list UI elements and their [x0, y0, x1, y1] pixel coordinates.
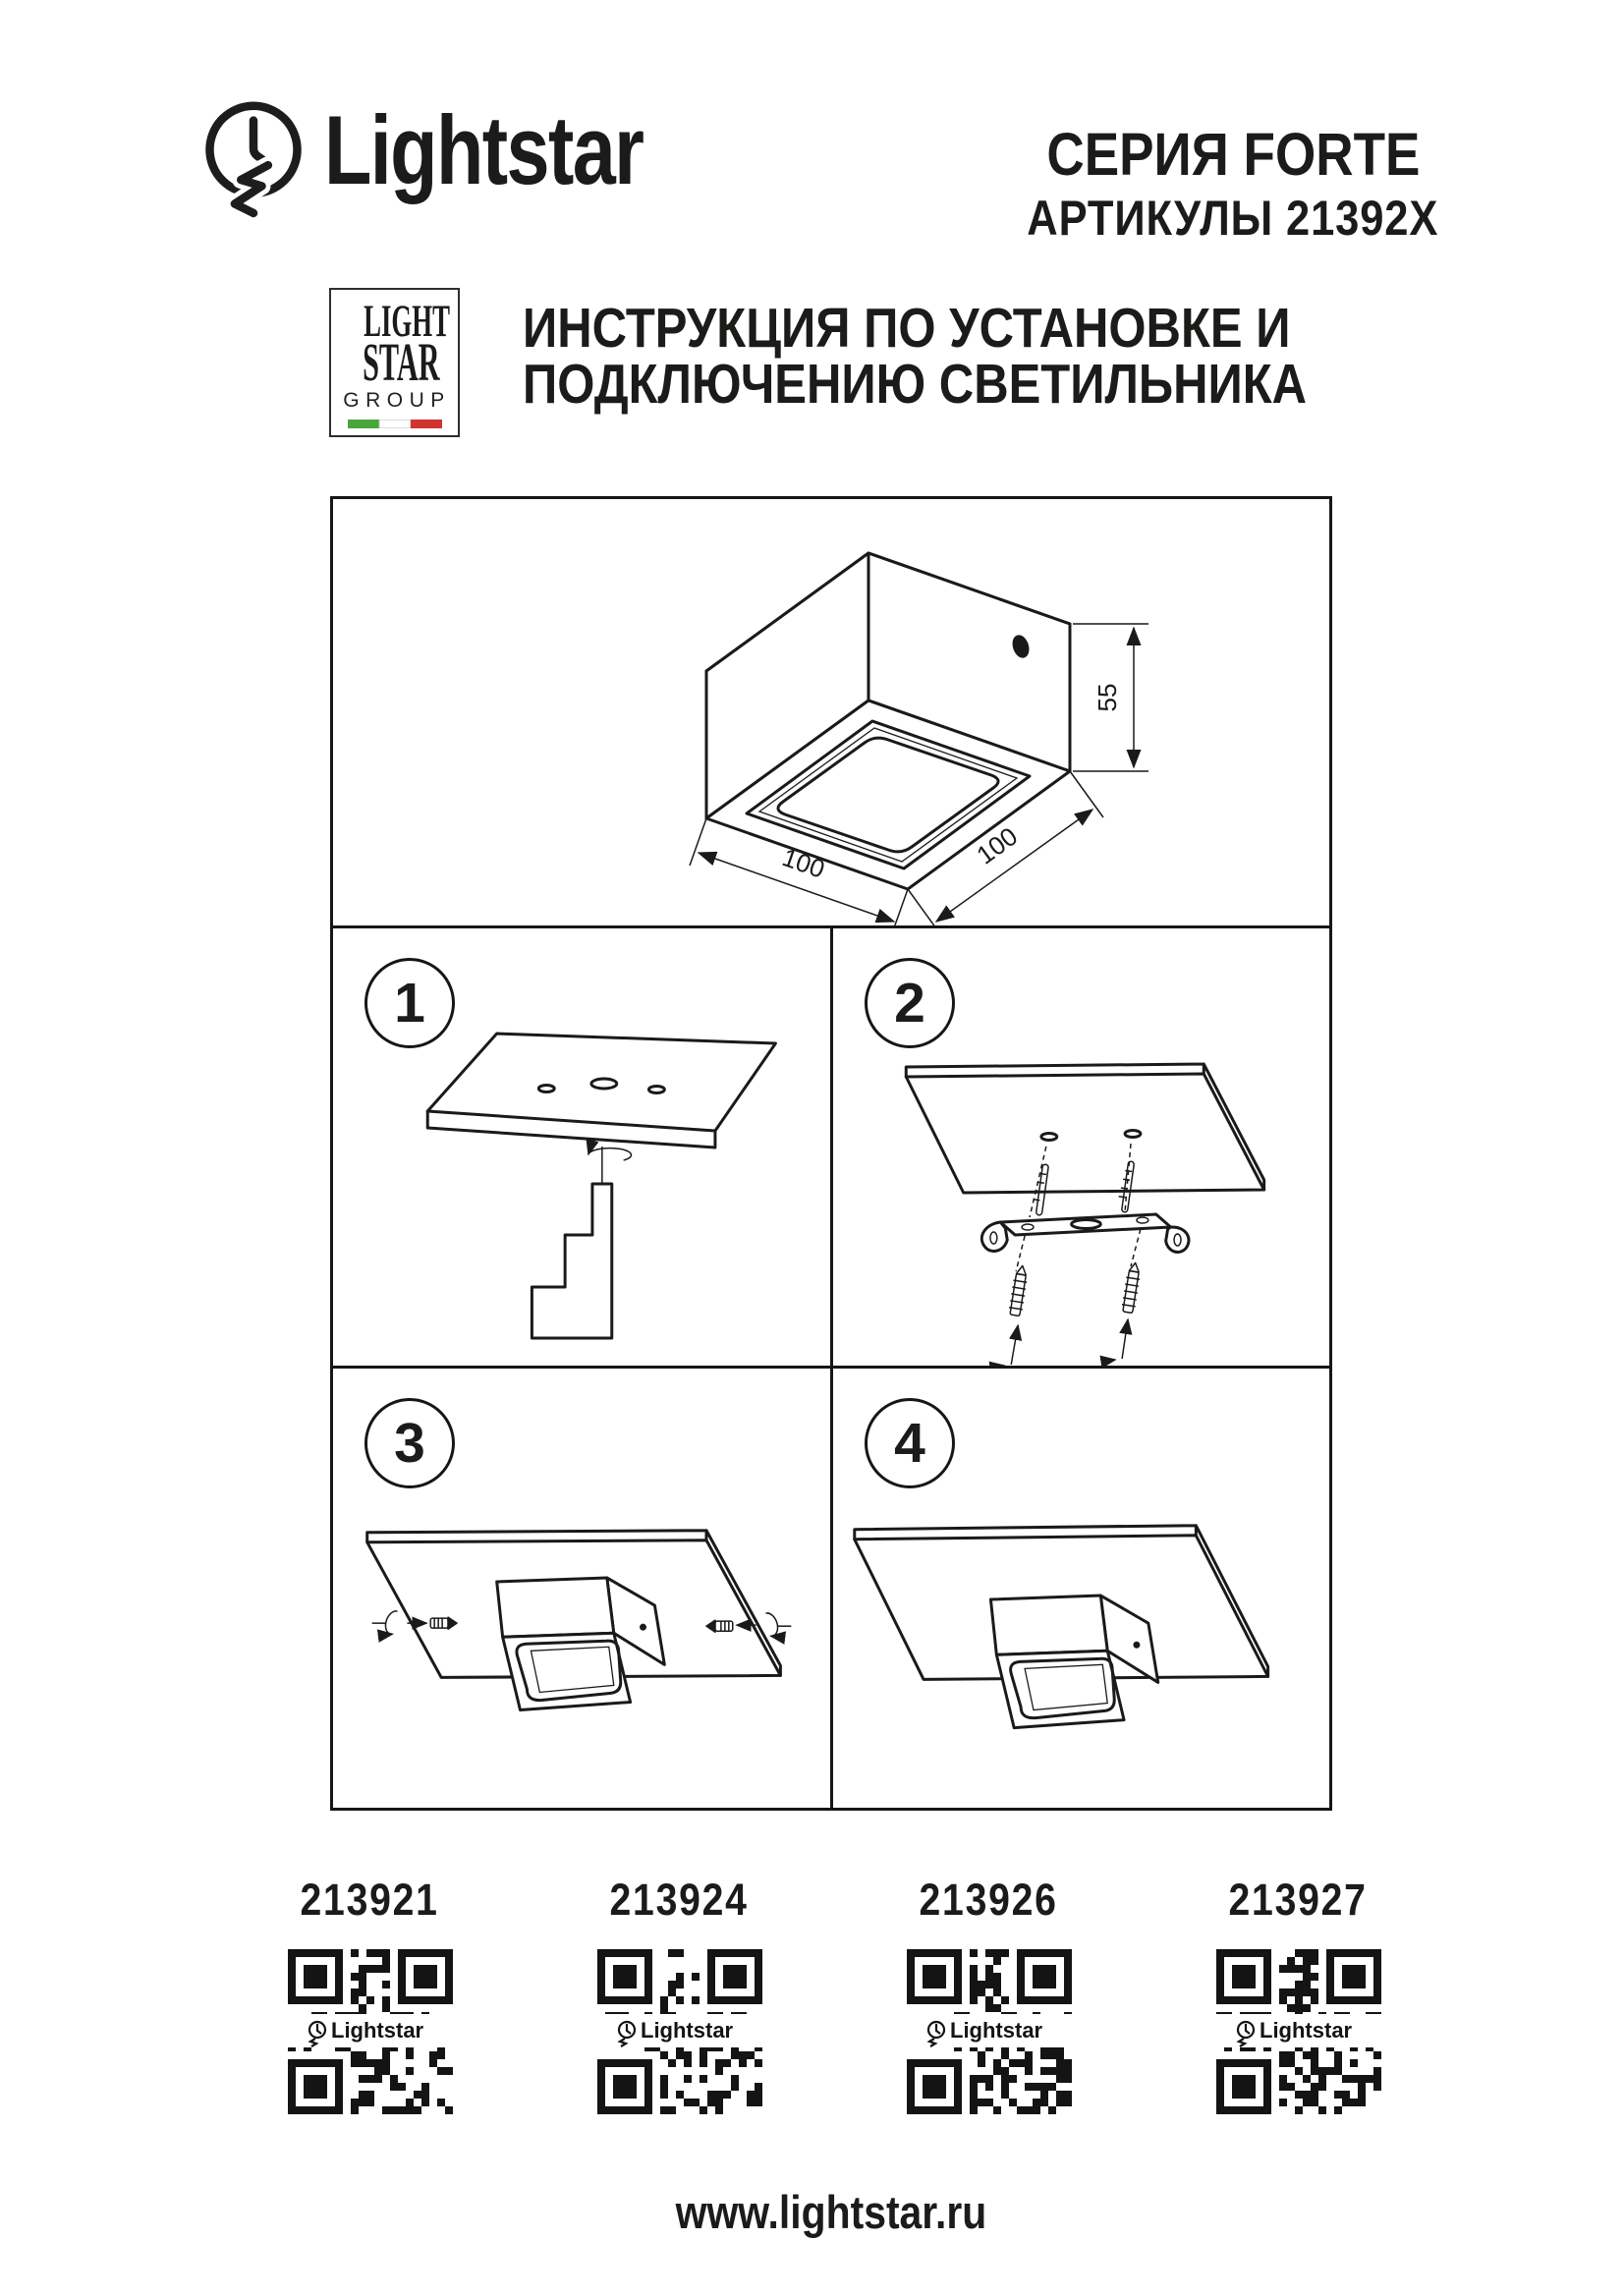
svg-text:Lightstar: Lightstar: [640, 2018, 733, 2043]
lightstar-bulb-icon: [201, 88, 306, 236]
step-2-number: 2: [865, 958, 955, 1048]
group-logo-light: LIGHT: [364, 296, 450, 347]
step-1-number: 1: [364, 958, 455, 1048]
articles-row: [215, 1875, 1453, 2119]
qr-code-213921: [288, 1949, 453, 2114]
article-code: 213926: [919, 1875, 1059, 1925]
qr-code-213924: [597, 1949, 762, 2114]
step-2-panel: [830, 925, 1332, 1369]
qr-code-213926: [907, 1949, 1072, 2114]
article-code: 213921: [300, 1875, 440, 1925]
series-title: СЕРИЯ FORTE: [1046, 121, 1420, 188]
step-4-panel: [830, 1366, 1332, 1811]
article-column-2: [525, 1875, 834, 2119]
lightstar-group-logo: [329, 288, 460, 437]
dim-depth-label: 100: [778, 842, 829, 884]
article-column-1: [215, 1875, 525, 2119]
step-1-panel: [330, 925, 833, 1369]
step-4-number: 4: [865, 1398, 955, 1488]
step-3-panel: [330, 1366, 833, 1811]
website-url: www.lightstar.ru: [675, 2186, 987, 2238]
dimension-diagram-panel: [330, 496, 1332, 928]
article-column-4: [1144, 1875, 1453, 2119]
article-code: 213924: [609, 1875, 750, 1925]
svg-text:Lightstar: Lightstar: [330, 2018, 423, 2043]
article-column-3: [834, 1875, 1144, 2119]
brand-wordmark: Lightstar: [324, 95, 644, 204]
italian-flag-icon: [348, 420, 442, 428]
step-3-number: 3: [364, 1398, 455, 1488]
luminaire-dimension-drawing: [333, 499, 1329, 925]
group-logo-group: GROUP: [343, 388, 451, 412]
dim-width-label: 100: [971, 820, 1024, 870]
svg-text:Lightstar: Lightstar: [1259, 2018, 1352, 2043]
article-code: 213927: [1228, 1875, 1369, 1925]
group-logo-star: STAR: [363, 331, 440, 392]
instruction-title: ИНСТРУКЦИЯ ПО УСТАНОВКЕ И ПОДКЛЮЧЕНИЮ СВЕТИЛЬНИКА: [523, 297, 1308, 416]
articles-title: АРТИКУЛЫ 21392X: [1027, 191, 1439, 247]
qr-code-213927: [1216, 1949, 1381, 2114]
svg-text:Lightstar: Lightstar: [949, 2018, 1042, 2043]
dim-height-label: 55: [1092, 683, 1122, 712]
